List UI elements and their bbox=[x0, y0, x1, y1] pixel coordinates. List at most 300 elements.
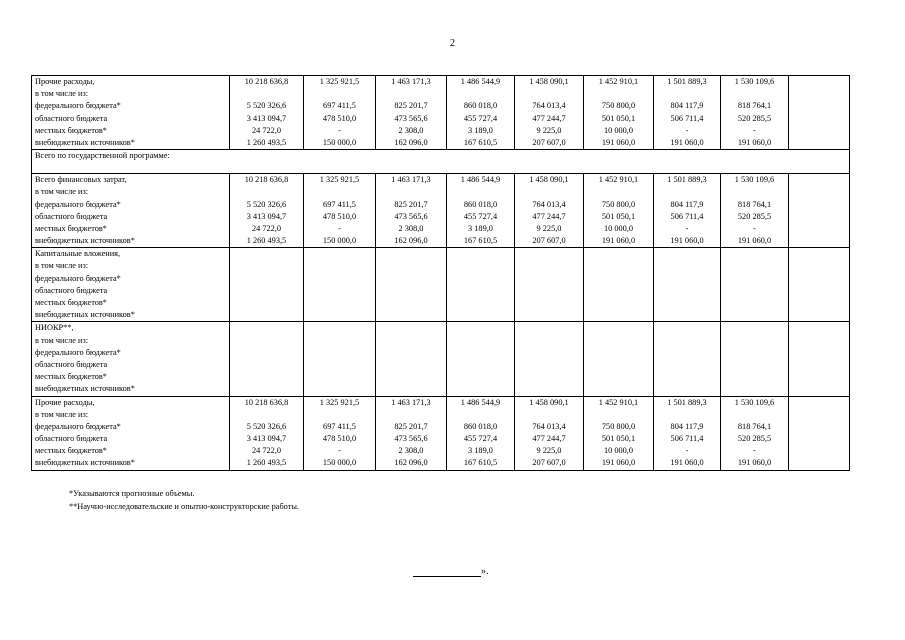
cell-value bbox=[515, 409, 583, 421]
cell-value: 10 000,0 bbox=[603, 125, 634, 135]
cell-value: 477 244,7 bbox=[532, 434, 566, 444]
cell-value bbox=[515, 322, 583, 334]
cell-value: 473 565,6 bbox=[394, 113, 428, 123]
value-cell bbox=[654, 322, 721, 396]
cell-value bbox=[721, 322, 788, 334]
row-label: областного бюджета bbox=[35, 211, 108, 221]
cell-value: 2 308,0 bbox=[398, 223, 424, 233]
cell-value: 1 463 171,3 bbox=[391, 397, 431, 407]
cell-value bbox=[515, 347, 583, 359]
cell-value bbox=[584, 409, 653, 421]
value-cell bbox=[447, 248, 515, 322]
row-label: областного бюджета bbox=[35, 434, 108, 444]
row-label: внебюджетных источников* bbox=[35, 310, 135, 320]
value-cell bbox=[447, 76, 515, 150]
cell-value bbox=[584, 88, 653, 100]
cell-value bbox=[721, 347, 788, 359]
cell-value bbox=[447, 335, 514, 347]
cell-value bbox=[230, 309, 303, 321]
empty-line bbox=[789, 235, 849, 247]
cell-value bbox=[304, 322, 375, 334]
closing-quote: ». bbox=[481, 566, 489, 577]
cell-value bbox=[376, 273, 446, 285]
cell-value: 5 520 326,6 bbox=[246, 421, 287, 431]
cell-value: - bbox=[338, 446, 341, 456]
table-block-row bbox=[32, 76, 850, 150]
cell-value bbox=[304, 383, 375, 395]
cell-value bbox=[584, 347, 653, 359]
cell-value: 1 452 910,1 bbox=[598, 175, 639, 185]
cell-value bbox=[447, 309, 514, 321]
cell-value: 191 060,0 bbox=[670, 458, 704, 468]
cell-value: 477 244,7 bbox=[532, 113, 566, 123]
cell-value: 825 201,7 bbox=[394, 101, 428, 111]
value-cell bbox=[654, 248, 721, 322]
cell-value bbox=[447, 359, 514, 371]
cell-value bbox=[230, 248, 303, 260]
value-cell bbox=[789, 322, 850, 396]
row-label: Прочие расходы, bbox=[35, 77, 95, 86]
cell-value: 1 260 493,5 bbox=[246, 137, 287, 147]
cell-value bbox=[304, 285, 375, 297]
value-cell bbox=[304, 322, 376, 396]
row-label: местных бюджетов* bbox=[35, 298, 107, 307]
page-number: 2 bbox=[450, 38, 455, 49]
cell-value: 825 201,7 bbox=[394, 421, 428, 431]
cell-value bbox=[447, 273, 514, 285]
cell-value bbox=[654, 409, 720, 421]
row-label: в том числе из: bbox=[35, 89, 89, 99]
table-block-row bbox=[32, 322, 850, 396]
footnote-forecast: *Указываются прогнозные объемы. bbox=[69, 489, 195, 498]
row-label: внебюджетных источников* bbox=[35, 137, 135, 147]
cell-value bbox=[376, 409, 446, 421]
cell-value bbox=[376, 309, 446, 321]
cell-value: 24 722,0 bbox=[251, 125, 282, 135]
closing-line bbox=[413, 565, 489, 577]
cell-value: 506 711,4 bbox=[670, 211, 704, 221]
empty-line bbox=[789, 248, 849, 260]
cell-value bbox=[654, 383, 720, 395]
cell-value: 167 610,5 bbox=[463, 458, 498, 468]
cell-value: 191 060,0 bbox=[737, 458, 772, 468]
cell-value: 1 260 493,5 bbox=[246, 236, 287, 246]
cell-value bbox=[654, 260, 720, 272]
cell-value bbox=[447, 371, 514, 383]
cell-value: 1 325 921,5 bbox=[319, 397, 360, 407]
empty-line bbox=[789, 260, 849, 272]
empty-line bbox=[789, 421, 849, 433]
cell-value bbox=[515, 285, 583, 297]
empty-line bbox=[789, 309, 849, 321]
cell-value bbox=[584, 260, 653, 272]
cell-value: 520 285,5 bbox=[737, 211, 772, 221]
cell-value: - bbox=[753, 446, 756, 456]
cell-value: 697 411,5 bbox=[323, 199, 356, 209]
cell-value: 764 013,4 bbox=[532, 199, 566, 209]
value-cell bbox=[721, 248, 789, 322]
row-label: Всего финансовых затрат, bbox=[35, 175, 127, 185]
cell-value bbox=[376, 260, 446, 272]
cell-value bbox=[230, 322, 303, 334]
value-cell bbox=[447, 174, 515, 248]
value-cell bbox=[376, 174, 447, 248]
cell-value: 10 218 636,8 bbox=[244, 397, 289, 407]
cell-value: 2 308,0 bbox=[398, 125, 424, 135]
cell-value: 764 013,4 bbox=[532, 421, 566, 431]
cell-value bbox=[304, 371, 375, 383]
cell-value: 162 096,0 bbox=[394, 137, 428, 147]
cell-value: 1 530 109,6 bbox=[734, 77, 775, 86]
cell-value bbox=[584, 359, 653, 371]
value-cell bbox=[789, 76, 850, 150]
empty-line bbox=[789, 125, 849, 137]
cell-value: 3 189,0 bbox=[468, 446, 493, 456]
cell-value bbox=[447, 88, 514, 100]
cell-value: 477 244,7 bbox=[532, 211, 566, 221]
row-label: областного бюджета bbox=[35, 359, 108, 369]
cell-value: 1 260 493,5 bbox=[246, 458, 287, 468]
cell-value: 1 486 544,9 bbox=[460, 175, 501, 185]
cell-value: 804 117,9 bbox=[670, 101, 704, 111]
cell-value: 825 201,7 bbox=[394, 199, 428, 209]
cell-value: 10 218 636,8 bbox=[244, 77, 289, 86]
row-label: федерального бюджета* bbox=[35, 101, 121, 111]
cell-value: 207 607,0 bbox=[532, 137, 566, 147]
cell-value: 818 764,1 bbox=[737, 101, 772, 111]
cell-value: 1 501 889,3 bbox=[667, 397, 707, 407]
cell-value: 3 189,0 bbox=[468, 125, 493, 135]
cell-value bbox=[304, 248, 375, 260]
cell-value bbox=[721, 359, 788, 371]
cell-value bbox=[515, 383, 583, 395]
cell-value: 1 452 910,1 bbox=[598, 397, 639, 407]
value-cell bbox=[654, 76, 721, 150]
cell-value: 455 727,4 bbox=[463, 211, 498, 221]
cell-value bbox=[304, 297, 375, 309]
empty-line bbox=[789, 322, 849, 334]
cell-value bbox=[304, 186, 375, 198]
cell-value: 1 325 921,5 bbox=[319, 175, 360, 185]
empty-line bbox=[789, 397, 849, 409]
value-cell bbox=[654, 396, 721, 470]
cell-value: 9 225,0 bbox=[536, 125, 562, 135]
empty-line bbox=[789, 88, 849, 100]
empty-line bbox=[789, 223, 849, 235]
cell-value bbox=[654, 297, 720, 309]
cell-value bbox=[654, 248, 720, 260]
row-label: местных бюджетов* bbox=[35, 125, 107, 135]
row-label: внебюджетных источников* bbox=[35, 384, 135, 394]
cell-value: 191 060,0 bbox=[670, 236, 704, 246]
cell-value bbox=[584, 383, 653, 395]
row-label: местных бюджетов* bbox=[35, 446, 107, 456]
cell-value bbox=[230, 347, 303, 359]
cell-value bbox=[376, 347, 446, 359]
cell-value: 697 411,5 bbox=[323, 101, 356, 111]
cell-value bbox=[304, 309, 375, 321]
cell-value bbox=[376, 359, 446, 371]
value-cell bbox=[789, 396, 850, 470]
value-cell bbox=[515, 174, 584, 248]
cell-value bbox=[376, 371, 446, 383]
empty-line bbox=[789, 76, 849, 88]
cell-value bbox=[584, 335, 653, 347]
cell-value: 501 050,1 bbox=[601, 113, 636, 123]
cell-value: 478 510,0 bbox=[322, 434, 357, 444]
cell-value: 191 060,0 bbox=[737, 236, 772, 246]
empty-line bbox=[789, 137, 849, 149]
cell-value: 506 711,4 bbox=[670, 113, 704, 123]
cell-value bbox=[654, 186, 720, 198]
cell-value: 3 189,0 bbox=[468, 223, 493, 233]
cell-value: 162 096,0 bbox=[394, 458, 428, 468]
cell-value: 5 520 326,6 bbox=[246, 101, 287, 111]
row-label-cell bbox=[32, 396, 230, 470]
cell-value: 764 013,4 bbox=[532, 101, 566, 111]
row-label: федерального бюджета* bbox=[35, 347, 121, 357]
row-label: местных бюджетов* bbox=[35, 223, 107, 233]
cell-value bbox=[447, 248, 514, 260]
cell-value bbox=[376, 248, 446, 260]
cell-value: 3 413 094,7 bbox=[246, 211, 287, 221]
cell-value bbox=[304, 409, 375, 421]
cell-value: 191 060,0 bbox=[601, 236, 636, 246]
cell-value: 501 050,1 bbox=[601, 434, 636, 444]
value-cell bbox=[584, 248, 654, 322]
cell-value bbox=[304, 88, 375, 100]
cell-value bbox=[584, 322, 653, 334]
empty-line bbox=[789, 174, 849, 186]
cell-value bbox=[654, 285, 720, 297]
cell-value: 750 800,0 bbox=[601, 199, 636, 209]
cell-value bbox=[721, 371, 788, 383]
cell-value bbox=[721, 409, 788, 421]
cell-value bbox=[230, 285, 303, 297]
cell-value: 3 413 094,7 bbox=[246, 113, 287, 123]
cell-value bbox=[721, 88, 788, 100]
cell-value bbox=[584, 309, 653, 321]
value-cell bbox=[654, 174, 721, 248]
cell-value: - bbox=[685, 223, 689, 233]
blank-underline bbox=[413, 565, 481, 577]
cell-value bbox=[721, 260, 788, 272]
cell-value: 1 463 171,3 bbox=[391, 175, 431, 185]
cell-value: 818 764,1 bbox=[737, 421, 772, 431]
row-label: Капитальные вложения, bbox=[35, 249, 121, 259]
cell-value bbox=[447, 285, 514, 297]
cell-value: 24 722,0 bbox=[251, 223, 282, 233]
row-label: внебюджетных источников* bbox=[35, 236, 135, 246]
cell-value bbox=[376, 335, 446, 347]
cell-value bbox=[584, 248, 653, 260]
table-section-row bbox=[32, 150, 850, 174]
cell-value bbox=[376, 297, 446, 309]
value-cell bbox=[515, 76, 584, 150]
value-cell bbox=[584, 174, 654, 248]
cell-value: 167 610,5 bbox=[463, 137, 498, 147]
cell-value bbox=[654, 359, 720, 371]
cell-value: 478 510,0 bbox=[322, 211, 357, 221]
cell-value bbox=[304, 347, 375, 359]
cell-value bbox=[654, 347, 720, 359]
value-cell bbox=[230, 248, 304, 322]
cell-value: 150 000,0 bbox=[322, 458, 357, 468]
cell-value: 455 727,4 bbox=[463, 113, 498, 123]
cell-value: 191 060,0 bbox=[601, 458, 636, 468]
cell-value: 191 060,0 bbox=[670, 137, 704, 147]
cell-value bbox=[721, 297, 788, 309]
cell-value: 1 452 910,1 bbox=[598, 77, 639, 86]
row-label: НИОКР**, bbox=[35, 323, 74, 333]
empty-line bbox=[789, 409, 849, 421]
value-cell bbox=[515, 248, 584, 322]
cell-value bbox=[230, 335, 303, 347]
cell-value bbox=[584, 186, 653, 198]
cell-value: 150 000,0 bbox=[322, 236, 357, 246]
row-label-cell bbox=[32, 174, 230, 248]
cell-value bbox=[515, 88, 583, 100]
empty-line bbox=[789, 211, 849, 223]
value-cell bbox=[376, 322, 447, 396]
cell-value bbox=[654, 273, 720, 285]
cell-value bbox=[230, 273, 303, 285]
value-cell bbox=[721, 396, 789, 470]
cell-value: 860 018,0 bbox=[463, 101, 498, 111]
value-cell bbox=[230, 396, 304, 470]
cell-value bbox=[447, 347, 514, 359]
cell-value bbox=[515, 186, 583, 198]
empty-line bbox=[789, 445, 849, 457]
empty-line bbox=[789, 273, 849, 285]
cell-value bbox=[515, 297, 583, 309]
cell-value bbox=[447, 409, 514, 421]
cell-value bbox=[230, 371, 303, 383]
cell-value: - bbox=[338, 223, 341, 233]
cell-value bbox=[654, 88, 720, 100]
value-cell bbox=[230, 174, 304, 248]
empty-line bbox=[789, 113, 849, 125]
cell-value: 697 411,5 bbox=[323, 421, 356, 431]
cell-value bbox=[654, 371, 720, 383]
cell-value bbox=[721, 273, 788, 285]
cell-value bbox=[584, 273, 653, 285]
cell-value bbox=[515, 309, 583, 321]
cell-value bbox=[654, 322, 720, 334]
cell-value: 506 711,4 bbox=[670, 434, 704, 444]
cell-value: 520 285,5 bbox=[737, 434, 772, 444]
empty-line bbox=[789, 100, 849, 112]
cell-value bbox=[447, 186, 514, 198]
cell-value: 10 000,0 bbox=[603, 223, 634, 233]
cell-value bbox=[304, 359, 375, 371]
value-cell bbox=[447, 396, 515, 470]
cell-value bbox=[376, 285, 446, 297]
cell-value: 207 607,0 bbox=[532, 236, 566, 246]
value-cell bbox=[515, 322, 584, 396]
cell-value: 455 727,4 bbox=[463, 434, 498, 444]
cell-value bbox=[721, 186, 788, 198]
footnotes bbox=[69, 488, 299, 513]
row-label-cell bbox=[32, 248, 230, 322]
value-cell bbox=[304, 174, 376, 248]
row-label: областного бюджета bbox=[35, 113, 108, 123]
cell-value: 162 096,0 bbox=[394, 236, 428, 246]
budget-table bbox=[31, 75, 850, 471]
empty-line bbox=[789, 433, 849, 445]
empty-line bbox=[789, 371, 849, 383]
empty-line bbox=[789, 186, 849, 198]
row-label-cell bbox=[32, 322, 230, 396]
empty-line bbox=[789, 347, 849, 359]
value-cell bbox=[230, 322, 304, 396]
cell-value: 750 800,0 bbox=[601, 421, 636, 431]
cell-value: 167 610,5 bbox=[463, 236, 498, 246]
cell-value: 24 722,0 bbox=[251, 446, 282, 456]
cell-value: 473 565,6 bbox=[394, 211, 428, 221]
row-label: внебюджетных источников* bbox=[35, 458, 135, 468]
cell-value bbox=[230, 409, 303, 421]
cell-value bbox=[304, 335, 375, 347]
cell-value bbox=[304, 273, 375, 285]
cell-value: 1 458 090,1 bbox=[529, 175, 569, 185]
empty-line bbox=[789, 285, 849, 297]
row-label: Прочие расходы, bbox=[35, 397, 95, 407]
value-cell bbox=[789, 174, 850, 248]
cell-value bbox=[515, 371, 583, 383]
section-heading: Всего по государственной программе: bbox=[32, 150, 850, 174]
cell-value bbox=[376, 88, 446, 100]
value-cell bbox=[447, 322, 515, 396]
cell-value: 818 764,1 bbox=[737, 199, 772, 209]
row-label: областного бюджета bbox=[35, 285, 108, 295]
cell-value: 3 413 094,7 bbox=[246, 434, 287, 444]
cell-value bbox=[721, 309, 788, 321]
table-block-row bbox=[32, 174, 850, 248]
cell-value bbox=[230, 88, 303, 100]
value-cell bbox=[376, 76, 447, 150]
empty-line bbox=[789, 359, 849, 371]
cell-value bbox=[447, 383, 514, 395]
cell-value bbox=[515, 359, 583, 371]
empty-line bbox=[789, 457, 849, 469]
cell-value bbox=[654, 309, 720, 321]
cell-value bbox=[515, 248, 583, 260]
cell-value: 520 285,5 bbox=[737, 113, 772, 123]
cell-value bbox=[721, 285, 788, 297]
cell-value: 478 510,0 bbox=[322, 113, 357, 123]
cell-value: 10 218 636,8 bbox=[244, 175, 289, 185]
cell-value bbox=[230, 359, 303, 371]
value-cell bbox=[376, 248, 447, 322]
cell-value bbox=[376, 383, 446, 395]
cell-value: 207 607,0 bbox=[532, 458, 566, 468]
cell-value bbox=[584, 371, 653, 383]
cell-value: 473 565,6 bbox=[394, 434, 428, 444]
footnote-niokr: **Научно-исследовательские и опытно-конструкторские работы. bbox=[69, 501, 299, 511]
row-label: в том числе из: bbox=[35, 335, 89, 345]
cell-value bbox=[721, 248, 788, 260]
value-cell bbox=[304, 248, 376, 322]
cell-value: 1 530 109,6 bbox=[734, 397, 775, 407]
empty-line bbox=[789, 297, 849, 309]
cell-value bbox=[515, 260, 583, 272]
cell-value bbox=[447, 260, 514, 272]
row-label: федерального бюджета* bbox=[35, 421, 121, 431]
empty-line bbox=[789, 383, 849, 395]
cell-value: 750 800,0 bbox=[601, 101, 636, 111]
cell-value bbox=[230, 383, 303, 395]
